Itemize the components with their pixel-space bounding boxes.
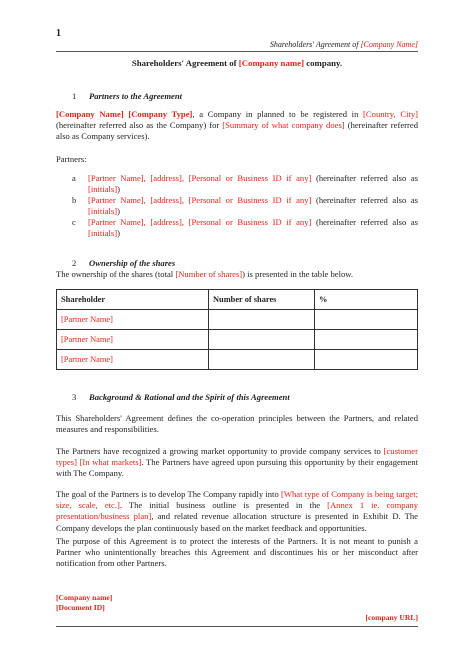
p2-text-2: . The Partners have agreed upon pursuing this opportunity by their engagement with The Company. bbox=[56, 457, 418, 479]
partner-text-end: ) bbox=[117, 228, 120, 239]
page-number: 1 bbox=[56, 28, 61, 39]
column-header-percent: % bbox=[315, 290, 418, 310]
running-header bbox=[270, 39, 418, 50]
number-of-shares-placeholder: [Number of shares] bbox=[175, 269, 243, 279]
header-rule bbox=[56, 51, 418, 52]
partner-fields-placeholder: [Partner Name], [address], [Personal or Business ID if any] bbox=[88, 217, 312, 227]
p3-text-3: , and related revenue allocation structure is presented in Exhibit D. The Company develops the plan continuously based on the market feedback and opportunities. bbox=[56, 511, 419, 533]
table-cell-percent bbox=[315, 330, 418, 350]
table-cell-percent bbox=[315, 310, 418, 330]
partners-label: Partners: bbox=[56, 154, 87, 164]
footer-company-name: [Company name] bbox=[56, 593, 113, 602]
running-header-placeholder: [Company Name] bbox=[360, 40, 418, 49]
title-placeholder: [Company name] bbox=[238, 58, 305, 68]
p3-text-2: . The initial business outline is presented in the bbox=[119, 500, 328, 511]
company-type-placeholder: [What type of Company is being target; size, scale, etc.] bbox=[56, 489, 418, 511]
table-cell-shareholder: [Partner Name] bbox=[57, 330, 209, 350]
section-3-title: Background & Rational and the Spirit of this Agreement bbox=[89, 392, 290, 402]
document-title bbox=[0, 58, 474, 69]
table-cell-shareholder: [Partner Name] bbox=[57, 350, 209, 370]
table-cell-percent bbox=[315, 350, 418, 370]
section-2-title: Ownership of the shares bbox=[89, 258, 176, 268]
partner-text: (hereinafter referred also as bbox=[311, 173, 418, 183]
section-3-paragraph-2 bbox=[56, 446, 418, 480]
partner-fields-placeholder: [Partner Name], [address], [Personal or Business ID if any] bbox=[88, 173, 312, 183]
table-row bbox=[57, 350, 418, 370]
partner-text: (hereinafter referred also as bbox=[311, 217, 418, 227]
section-3-number: 3 bbox=[72, 392, 77, 402]
intro-text-2: (hereinafter referred also as the Company) for bbox=[56, 120, 223, 131]
running-header-text: Shareholders' Agreement of bbox=[269, 40, 361, 49]
partner-text: (hereinafter referred also as bbox=[311, 195, 418, 205]
section-1-number: 1 bbox=[72, 91, 77, 101]
title-suffix: company. bbox=[304, 58, 343, 68]
country-city-placeholder: [Country, City] bbox=[363, 109, 419, 119]
list-letter: a bbox=[72, 173, 76, 183]
section-2-number: 2 bbox=[72, 258, 77, 268]
list-letter: c bbox=[72, 217, 76, 227]
table-header-row bbox=[57, 290, 418, 310]
table-row bbox=[57, 330, 418, 350]
initials-placeholder: [initials] bbox=[88, 228, 118, 239]
initials-placeholder: [initials] bbox=[88, 184, 118, 195]
company-name-placeholder: [Company Name] [Company Type] bbox=[56, 109, 193, 119]
table-row bbox=[57, 310, 418, 330]
shares-text-1: The ownership of the shares (total bbox=[56, 269, 176, 279]
p3-text-1: The goal of the Partners is to develop The Company rapidly into bbox=[56, 489, 281, 499]
section-2-intro bbox=[56, 269, 418, 280]
shares-text-2: ) is presented in the table below. bbox=[242, 269, 354, 279]
column-header-number-of-shares: Number of shares bbox=[209, 290, 315, 310]
intro-text-1: , a Company in planned to be registered in bbox=[192, 109, 364, 119]
footer-left bbox=[56, 593, 112, 612]
table-cell-shares bbox=[209, 350, 315, 370]
list-body bbox=[88, 173, 418, 195]
column-header-shareholder: Shareholder bbox=[57, 290, 209, 310]
table-cell-shareholder: [Partner Name] bbox=[57, 310, 209, 330]
section-1-title: Partners to the Agreement bbox=[89, 91, 183, 101]
section-3-paragraph-1: This Shareholders' Agreement defines the co-operation principles between the Partners, and related measures and responsibilities. bbox=[56, 413, 418, 435]
summary-placeholder: [Summary of what company does] bbox=[222, 120, 345, 131]
customer-types-placeholder: [customer types] [In what markets] bbox=[56, 446, 418, 468]
footer-document-id: [Document ID] bbox=[56, 602, 105, 612]
footer-company-url: [company URL] bbox=[365, 613, 418, 622]
partner-text-end: ) bbox=[117, 184, 120, 195]
p2-text-1: The Partners have recognized a growing market opportunity to provide company services to bbox=[56, 446, 384, 456]
partner-text-end: ) bbox=[117, 206, 120, 217]
annex-placeholder: [Annex 1 ie. company presentation/business plan] bbox=[56, 500, 418, 522]
table-cell-shares bbox=[209, 310, 315, 330]
footer-rule bbox=[56, 626, 418, 627]
list-letter: b bbox=[72, 195, 77, 205]
section-3-paragraph-3 bbox=[56, 489, 418, 534]
initials-placeholder: [initials] bbox=[88, 206, 118, 217]
section-1-intro bbox=[56, 109, 418, 143]
intro-text-3: (hereinafter referred also as Company services). bbox=[56, 120, 418, 142]
list-body bbox=[88, 217, 418, 239]
list-body bbox=[88, 195, 418, 217]
section-3-paragraph-4: The purpose of this Agreement is to protect the interests of the Partners. It is not meant to punish a Partner who unintentionally breaches this Agreement and discontinues his or her misconduct after notification from other Partners. bbox=[56, 536, 418, 569]
table-cell-shares bbox=[209, 330, 315, 350]
partner-fields-placeholder: [Partner Name], [address], [Personal or Business ID if any] bbox=[88, 195, 312, 205]
title-prefix: Shareholders' Agreement of bbox=[131, 58, 239, 68]
shares-table bbox=[56, 289, 418, 370]
